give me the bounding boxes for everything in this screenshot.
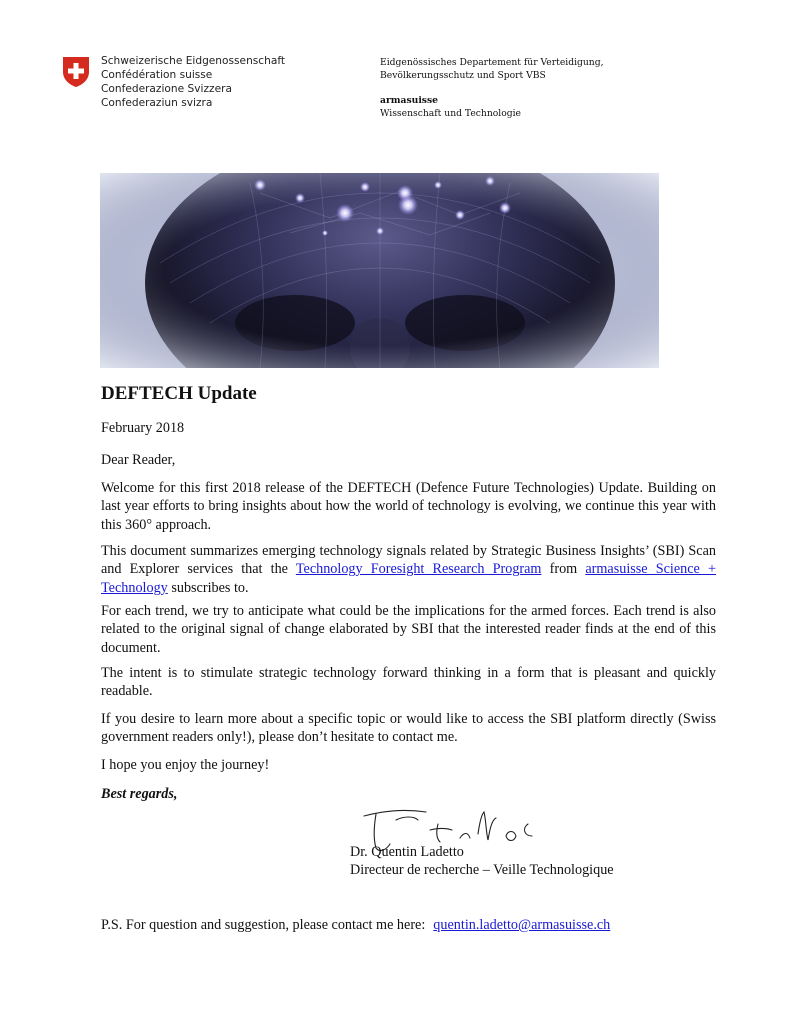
- confederation-name-de: Schweizerische Eidgenossenschaft: [101, 55, 286, 67]
- swiss-crest-icon: [62, 56, 90, 88]
- paragraph-contact: If you desire to learn more about a specific topic or would like to access the SBI platform directly (Swiss government readers only!), please don’t hesitate to contact me.: [101, 711, 716, 746]
- confederation-name-rm: Confederaziun svizra: [101, 97, 213, 109]
- paragraph-intro: Welcome for this first 2018 release of the DEFTECH (Defence Future Technologies) Update. Building on last year efforts to bring insights about how the world of technology is evolving, we continue this year with this 360° approach.: [101, 480, 716, 533]
- paragraph-implications: For each trend, we try to anticipate what could be the implications for the armed forces. Each trend is also related to the original signal of change elaborated by SBI that the interested reader finds at the end of this document.: [101, 603, 716, 656]
- confederation-name-fr: Confédération suisse: [101, 69, 213, 81]
- salutation: Dear Reader,: [101, 452, 176, 468]
- summary-text-middle: from: [541, 561, 586, 578]
- banner-image: [100, 173, 659, 368]
- signer-title: Directeur de recherche – Veille Technologique: [350, 862, 614, 879]
- summary-text-end: subscribes to.: [167, 579, 249, 596]
- postscript: [101, 917, 610, 934]
- department-block: [380, 56, 604, 120]
- paragraph-intent: The intent is to stimulate strategic technology forward thinking in a form that is pleasant and quickly readable.: [101, 665, 716, 700]
- document-date: February 2018: [101, 420, 185, 436]
- paragraph-summary: [101, 542, 716, 597]
- technology-foresight-link[interactable]: Technology Foresight Research Program: [295, 561, 542, 578]
- postscript-text: P.S. For question and suggestion, please contact me here:: [101, 917, 426, 933]
- agency-name: armasuisse: [380, 95, 439, 106]
- signer-name: Dr. Quentin Ladetto: [350, 844, 464, 860]
- signer-block: [350, 843, 614, 880]
- summary-text-start: This document summarizes emerging technology signals related by Strategic Business Insights’ (SBI) Scan and Explorer services that the: [101, 543, 716, 578]
- department-line-1: Eidgenössisches Departement für Verteidigung,: [380, 57, 604, 68]
- confederation-names: [101, 54, 285, 110]
- document-title: DEFTECH Update: [101, 383, 257, 404]
- armasuisse-link[interactable]: armasuisse Science + Technology: [101, 561, 716, 596]
- closing-regards: Best regards,: [101, 786, 178, 802]
- confederation-name-it: Confederazione Svizzera: [101, 83, 232, 95]
- paragraph-journey: I hope you enjoy the journey!: [101, 757, 270, 773]
- department-line-2: Bevölkerungsschutz und Sport VBS: [380, 70, 546, 81]
- contact-email-link[interactable]: quentin.ladetto@armasuisse.ch: [433, 917, 611, 933]
- agency-unit: Wissenschaft und Technologie: [380, 108, 521, 119]
